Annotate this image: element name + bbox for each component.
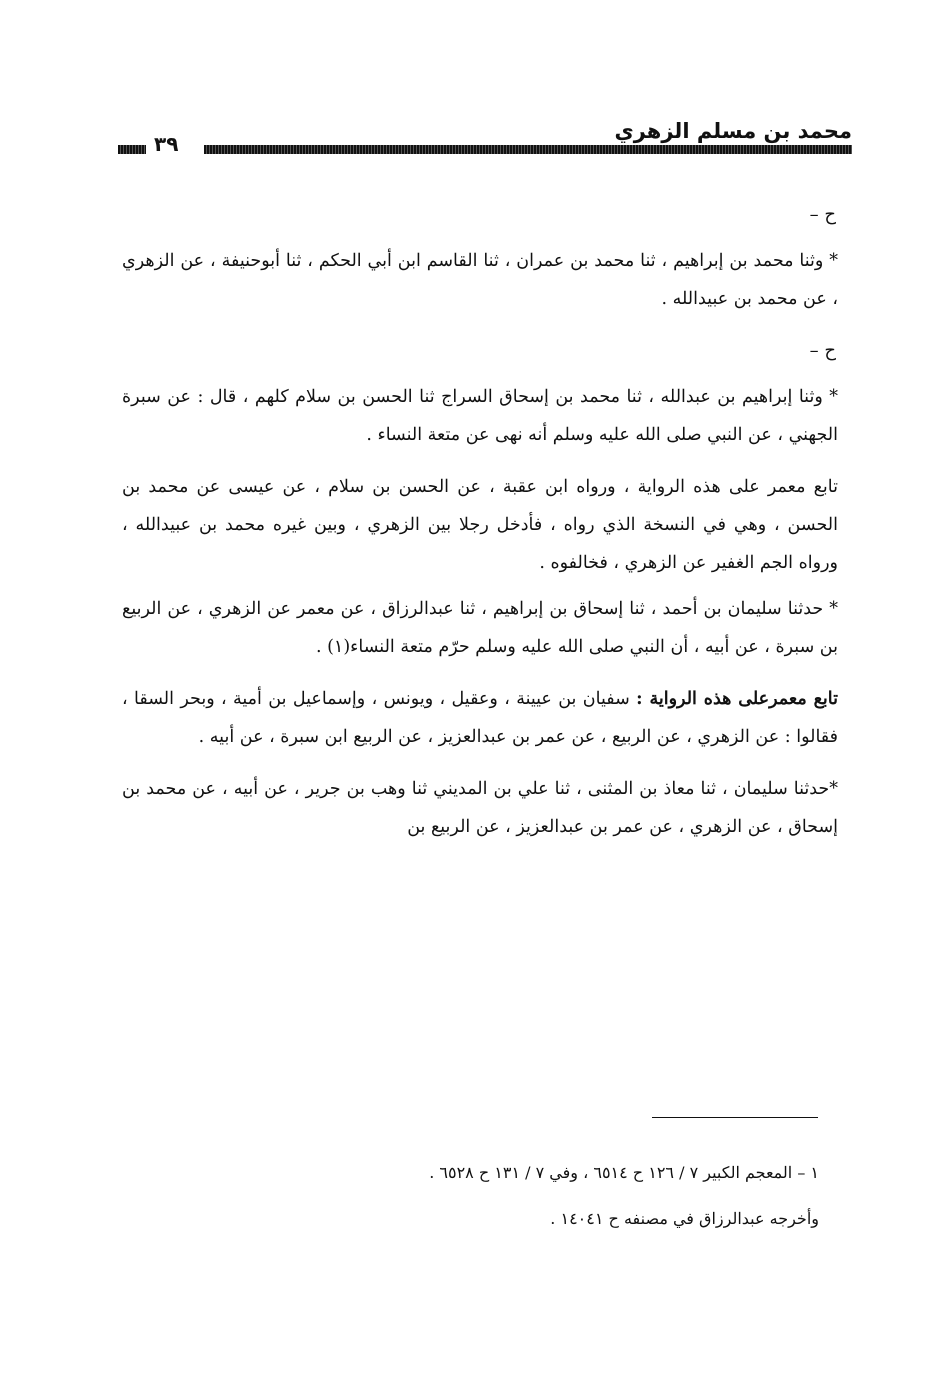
footnote: ١ – المعجم الكبير ٧ / ١٢٦ ح ٦٥١٤ ، وفي ٧ / ١٣١ ح ٦٥٢٨ . bbox=[429, 1163, 819, 1182]
paragraph-lead: تابع معمرعلى هذه الرواية : bbox=[636, 689, 838, 709]
paragraph bbox=[122, 680, 838, 756]
section-marker: ح – bbox=[809, 340, 836, 361]
page-number: ٣٩ bbox=[154, 132, 179, 156]
paragraph: *حدثنا سليمان ، ثنا معاذ بن المثنى ، ثنا علي بن المديني ثنا وهب بن جرير ، عن أبيه ، عن محمد بن إسحاق ، عن الزهري ، عن عمر بن عبدالعزيز ، عن الربيع بن bbox=[122, 779, 838, 837]
header-rule bbox=[204, 145, 852, 154]
section-marker: ح – bbox=[809, 204, 836, 225]
footnote: وأخرجه عبدالرزاق في مصنفه ح ١٤٠٤١ . bbox=[550, 1209, 819, 1228]
footnotes bbox=[103, 1150, 819, 1242]
paragraph: * وثنا محمد بن إبراهيم ، ثنا محمد بن عمران ، ثنا القاسم ابن أبي الحكم ، ثنا أبوحنيفة ، عن الزهري ، عن محمد بن عبيدالله . bbox=[122, 251, 838, 309]
header-rule-short bbox=[118, 145, 146, 154]
paragraph: * حدثنا سليمان بن أحمد ، ثنا إسحاق بن إبراهيم ، ثنا عبدالرزاق ، عن معمر عن الزهري ، عن الربيع بن سبرة ، عن أبيه ، أن النبي صلى الله عليه وسلم حرّم متعة النساء(١) . bbox=[122, 599, 838, 657]
main-text bbox=[122, 196, 838, 846]
header-title: محمد بن مسلم الزهري bbox=[614, 119, 852, 143]
paragraph-rest: سفيان بن عيينة ، وعقيل ، ويونس ، وإسماعيل بن أمية ، وبحر السقا ، فقالوا : عن الزهري ، عن الربيع ، عن عمر بن عبدالعزيز ، عن الربيع ابن سبرة ، عن أبيه . bbox=[122, 689, 838, 747]
paragraph: * وثنا إبراهيم بن عبدالله ، ثنا محمد بن إسحاق السراج ثنا الحسن بن سلام كلهم ، قال : عن سبرة الجهني ، عن النبي صلى الله عليه وسلم أنه نهى عن متعة النساء . bbox=[122, 387, 838, 445]
running-header bbox=[118, 118, 852, 168]
paragraph: تابع معمر على هذه الرواية ، ورواه ابن عقبة ، عن الحسن بن سلام ، عن عيسى عن محمد بن الحسن ، وهي في النسخة الذي رواه ، فأدخل رجلا بين الزهري ، وبين غيره محمد بن عبيدالله ، ورواه الجم الغفير عن الزهري ، فخالفوه . bbox=[122, 477, 838, 573]
footnote-divider bbox=[652, 1117, 818, 1118]
